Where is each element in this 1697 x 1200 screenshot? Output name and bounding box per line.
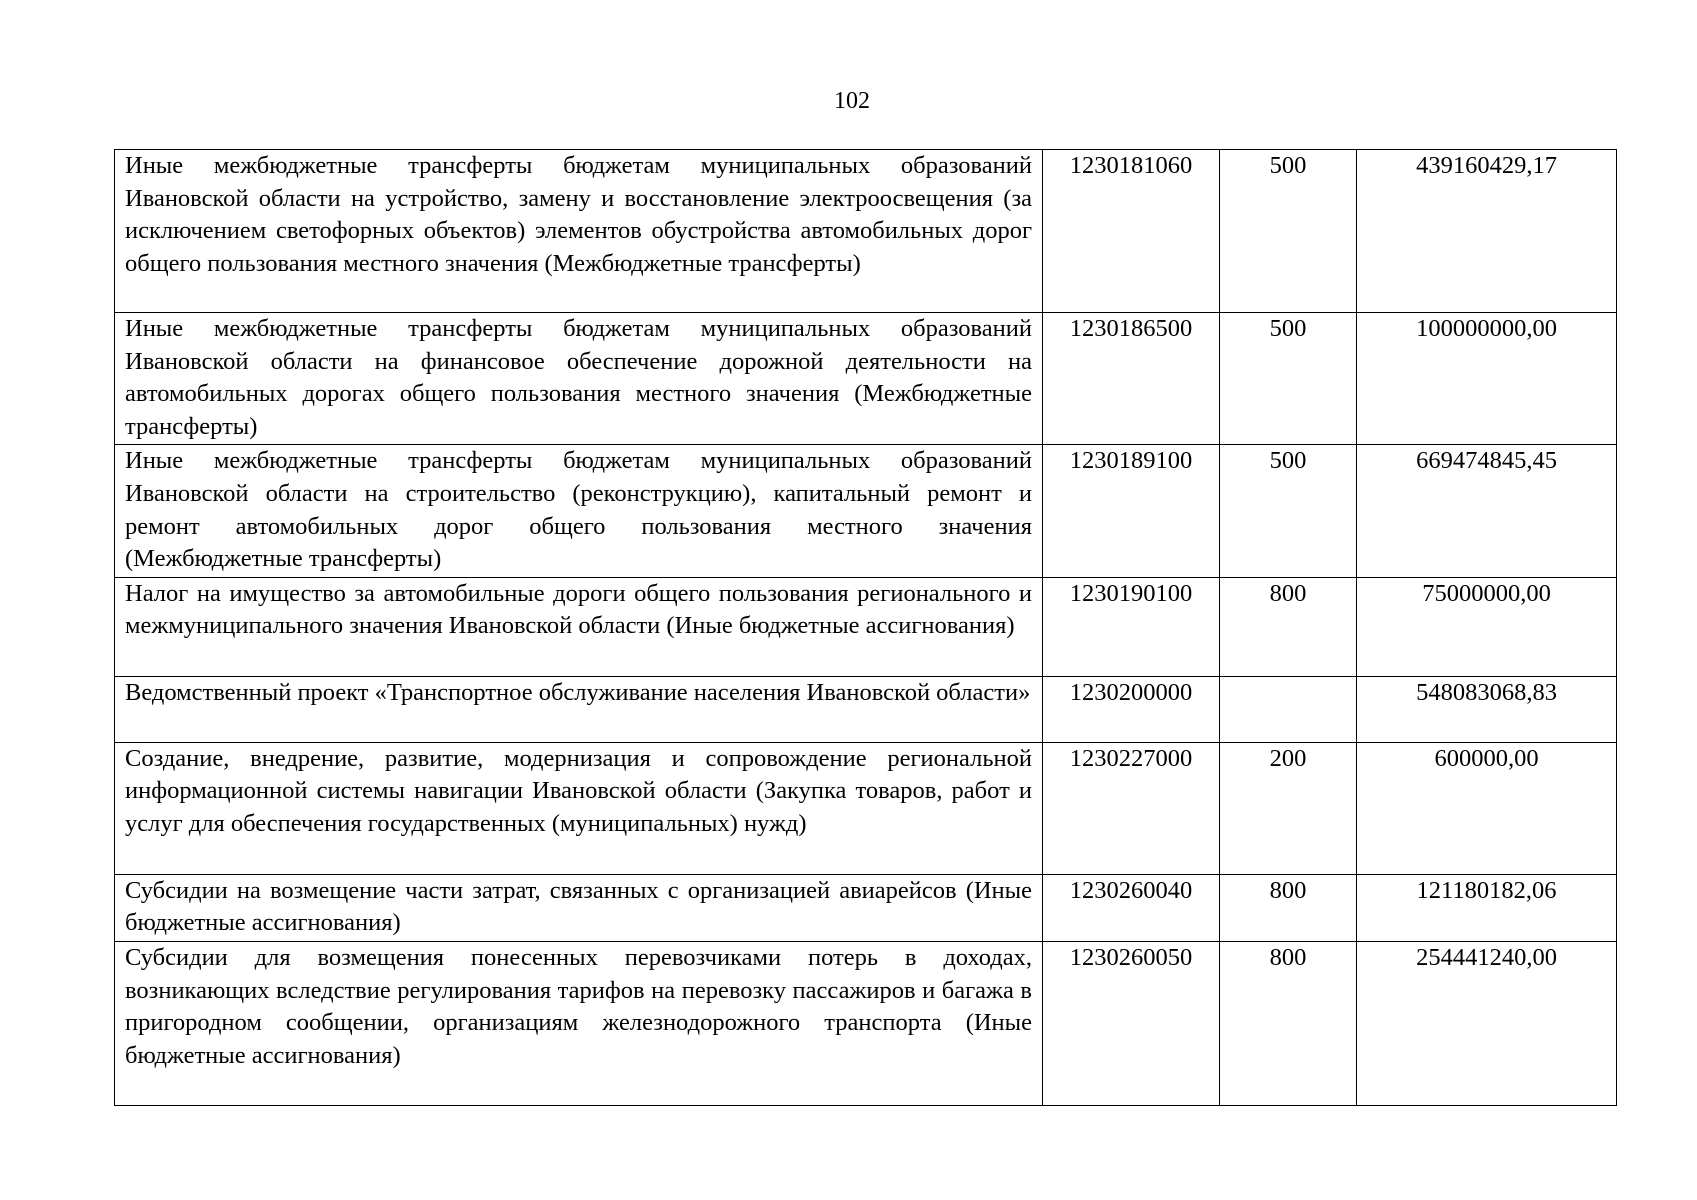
row-code: 1230190100 xyxy=(1043,577,1220,676)
row-expense-type: 800 xyxy=(1220,577,1357,676)
row-amount: 75000000,00 xyxy=(1357,577,1617,676)
row-code: 1230186500 xyxy=(1043,313,1220,445)
row-amount: 548083068,83 xyxy=(1357,676,1617,742)
table-row xyxy=(115,313,1617,445)
row-amount: 439160429,17 xyxy=(1357,150,1617,313)
table-row xyxy=(115,676,1617,742)
table-row xyxy=(115,150,1617,313)
table-row xyxy=(115,742,1617,874)
row-expense-type: 800 xyxy=(1220,874,1357,941)
row-code: 1230260040 xyxy=(1043,874,1220,941)
table-row xyxy=(115,941,1617,1105)
page-number: 102 xyxy=(834,88,870,114)
table-row xyxy=(115,874,1617,941)
row-code: 1230260050 xyxy=(1043,941,1220,1105)
row-description: Налог на имущество за автомобильные дороги общего пользования регионального и межмуниципального значения Ивановской области (Иные бюджетные ассигнования) xyxy=(115,577,1043,676)
table-row xyxy=(115,577,1617,676)
table-row xyxy=(115,445,1617,577)
row-description: Ведомственный проект «Транспортное обслуживание населения Ивановской области» xyxy=(115,676,1043,742)
row-code: 1230189100 xyxy=(1043,445,1220,577)
row-description: Иные межбюджетные трансферты бюджетам муниципальных образований Ивановской области на строительство (реконструкцию), капитальный ремонт и ремонт автомобильных дорог общего пользования местного значения (Межбюджетные трансферты) xyxy=(115,445,1043,577)
row-description: Иные межбюджетные трансферты бюджетам муниципальных образований Ивановской области на устройство, замену и восстановление электроосвещения (за исключением светофорных объектов) элементов обустройства автомобильных дорог общего пользования местного значения (Межбюджетные трансферты) xyxy=(115,150,1043,313)
row-expense-type: 800 xyxy=(1220,941,1357,1105)
row-amount: 121180182,06 xyxy=(1357,874,1617,941)
row-code: 1230181060 xyxy=(1043,150,1220,313)
row-description: Создание, внедрение, развитие, модернизация и сопровождение региональной информационной системы навигации Ивановской области (Закупка товаров, работ и услуг для обеспечения государственных (муниципальных) нужд) xyxy=(115,742,1043,874)
row-amount: 100000000,00 xyxy=(1357,313,1617,445)
row-amount: 669474845,45 xyxy=(1357,445,1617,577)
row-expense-type: 500 xyxy=(1220,313,1357,445)
row-amount: 600000,00 xyxy=(1357,742,1617,874)
row-code: 1230227000 xyxy=(1043,742,1220,874)
row-expense-type: 500 xyxy=(1220,445,1357,577)
row-description: Иные межбюджетные трансферты бюджетам муниципальных образований Ивановской области на финансовое обеспечение дорожной деятельности на автомобильных дорогах общего пользования местного значения (Межбюджетные трансферты) xyxy=(115,313,1043,445)
budget-table xyxy=(114,149,1617,1106)
row-amount: 254441240,00 xyxy=(1357,941,1617,1105)
row-description: Субсидии на возмещение части затрат, связанных с организацией авиарейсов (Иные бюджетные ассигнования) xyxy=(115,874,1043,941)
row-expense-type xyxy=(1220,676,1357,742)
row-description: Субсидии для возмещения понесенных перевозчиками потерь в доходах, возникающих вследствие регулирования тарифов на перевозку пассажиров и багажа в пригородном сообщении, организациям железнодорожного транспорта (Иные бюджетные ассигнования) xyxy=(115,941,1043,1105)
row-expense-type: 200 xyxy=(1220,742,1357,874)
row-expense-type: 500 xyxy=(1220,150,1357,313)
row-code: 1230200000 xyxy=(1043,676,1220,742)
